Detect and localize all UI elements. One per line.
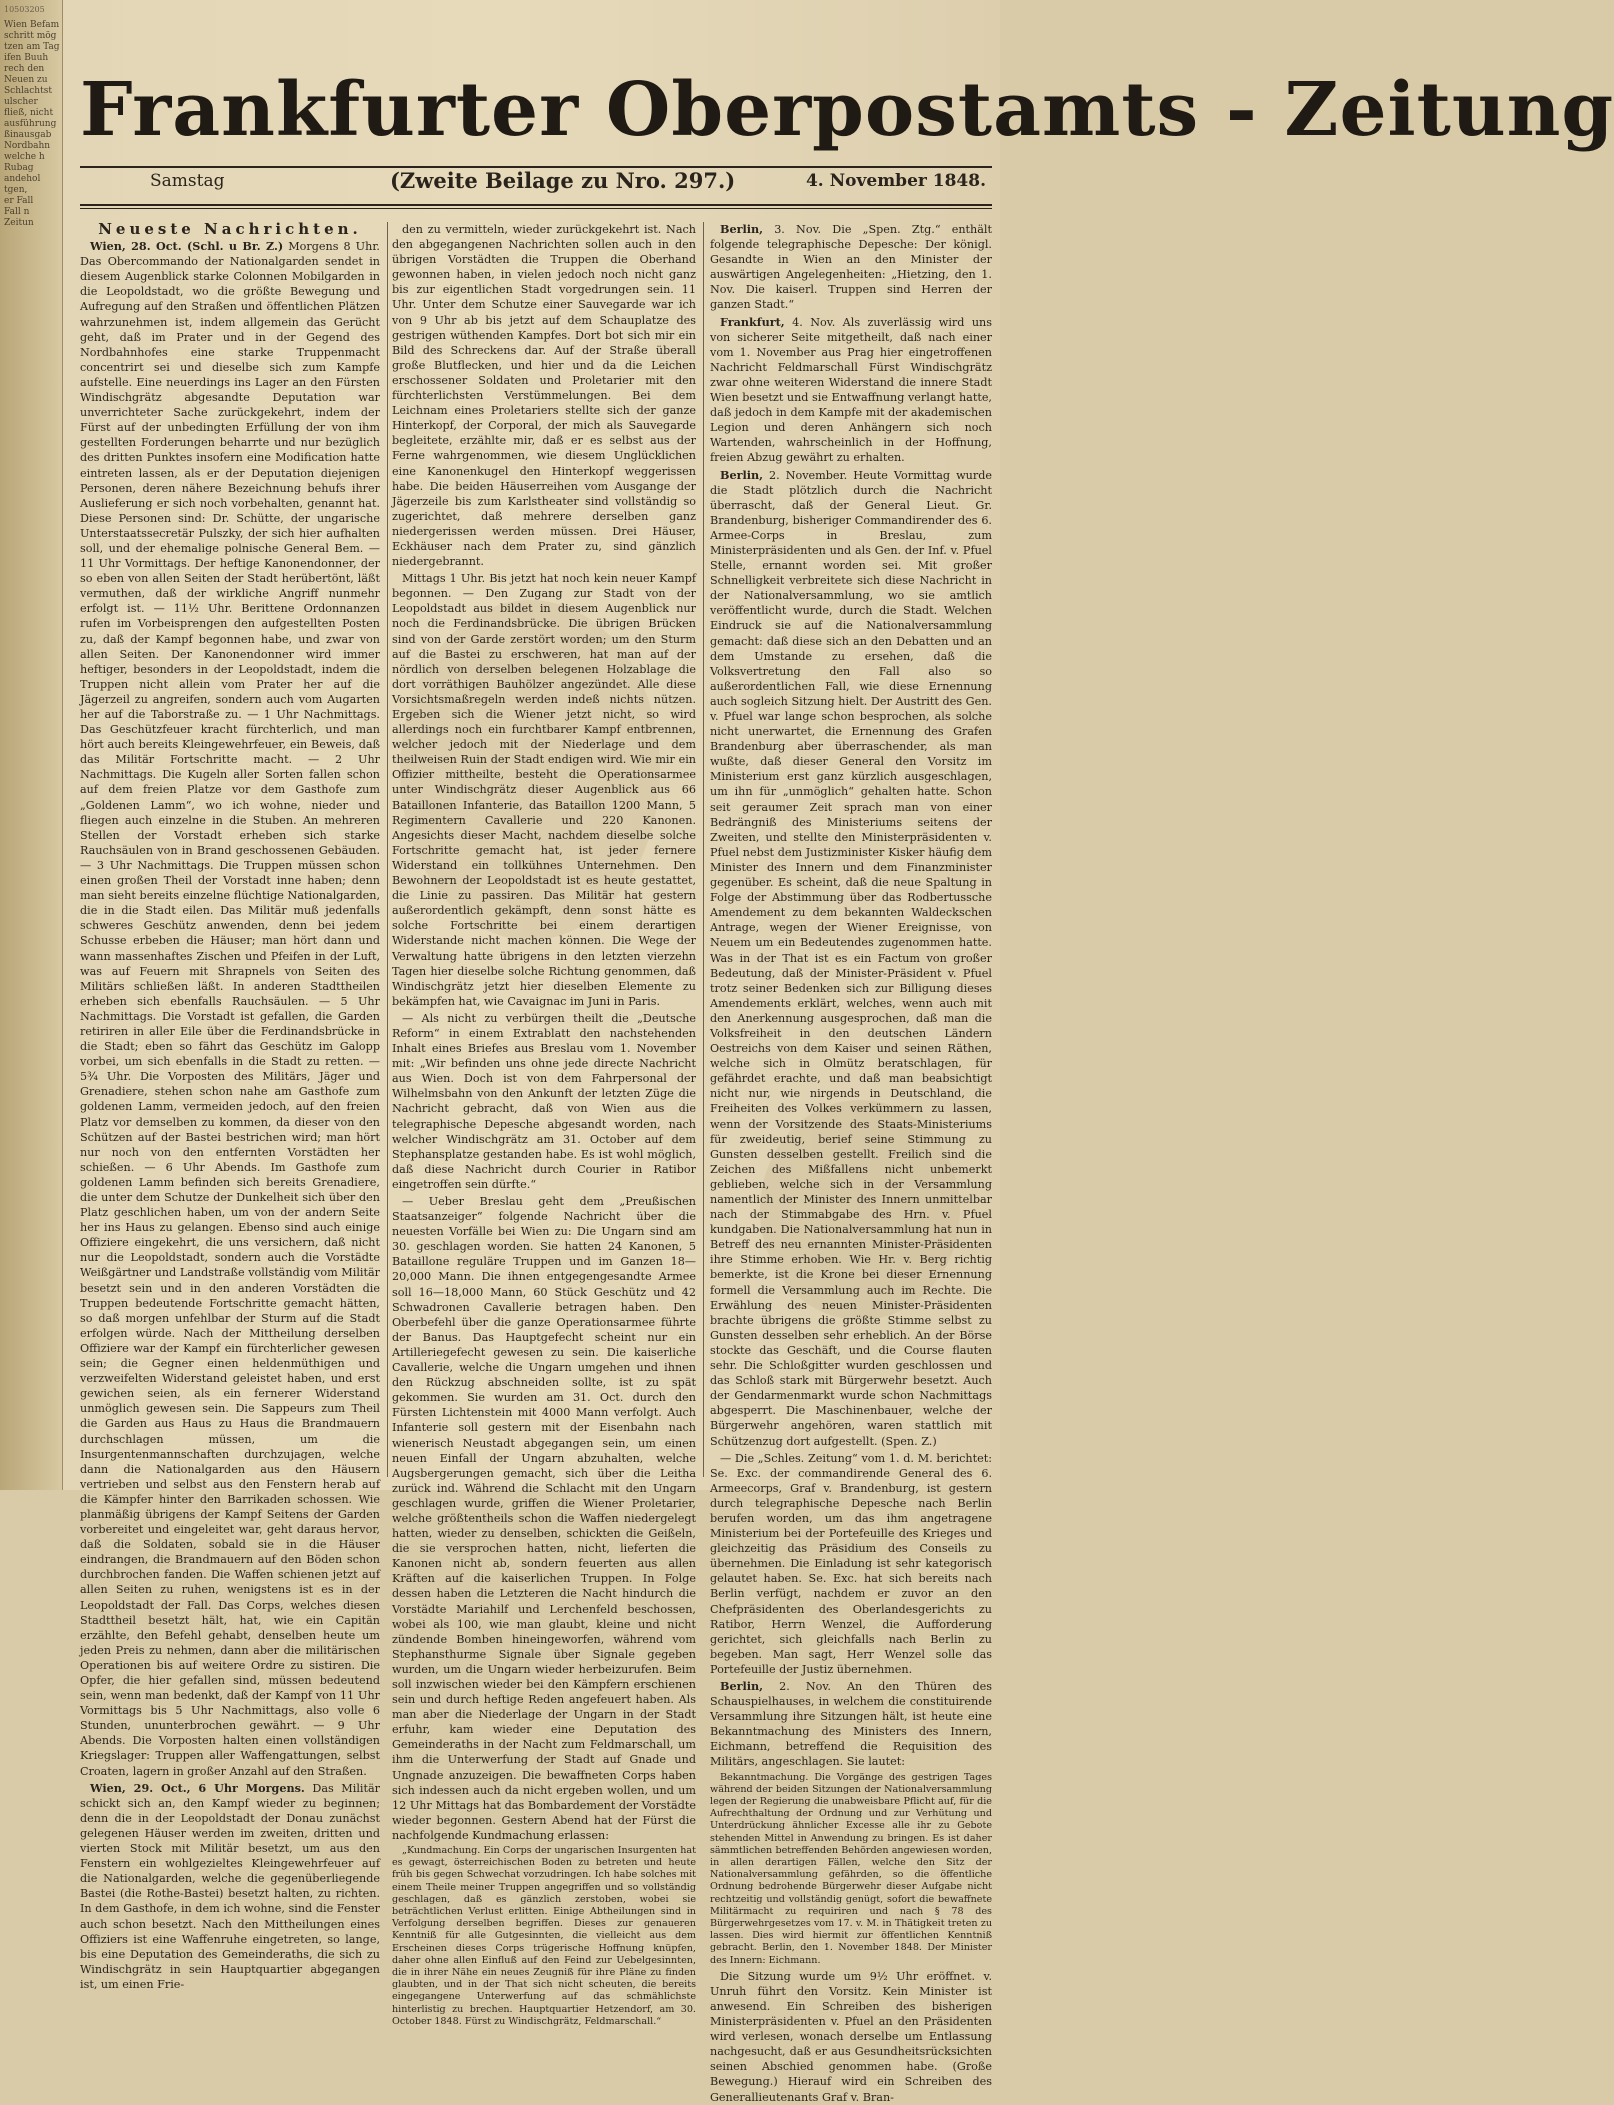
article-text: 2. Nov. An den Thüren des Schauspielhauses, in welchem die constituirende Versammlung ihre Sitzungen hält, ist heute eine Bekanntmachung des Ministers des Innern, Eichmann, betreffend die Requisition des Militärs, angeschlagen. Sie lautet: [710,1680,992,1769]
header-rule-bottom [80,208,992,209]
margin-fragment: Neuen zu [4,75,48,85]
article-text: 3. Nov. Die „Spen. Ztg.“ enthält folgende telegraphische Depesche: Der königl. Gesandte in Wien an den Minister der auswärtigen Angelegenheiten: „Hietzing, den 1. Nov. Die kaiserl. Truppen sind Herren der ganzen Stadt.“ [710,223,992,312]
column-1-articles [80,239,380,1992]
margin-fragment: Zeitun [4,218,34,228]
column-3 [710,222,992,2104]
article-paragraph [710,1451,992,1677]
margin-fragment: Nordbahn [4,141,51,151]
article-paragraph [710,315,992,466]
article-text: Die Sitzung wurde um 9½ Uhr eröffnet. v. Unruh führt den Vorsitz. Kein Minister ist anwesend. Ein Schreiben des bisherigen Ministerpräsidenten v. Pfuel an den Präsidenten wird verlesen, wonach derselbe um Entlassung nachgesucht, daß er aus Gesundheitsrücksichten seinen Abschied genommen habe. (Große Bewegung.) Hierauf wird ein Schreiben des Generallieutenants Graf v. Bran- [710,1969,992,2104]
section-title: Neueste Nachrichten. [98,220,362,238]
header-rule-top [80,204,992,206]
margin-fragment: rech den [4,64,45,74]
column-2 [392,222,696,2027]
article-paragraph [80,1781,380,1992]
margin-fragment: er Fall [4,196,34,206]
article-text: den zu vermitteln, wieder zurückgekehrt ist. Nach den abgegangenen Nachrichten sollen auch in den übrigen Vorstädten die Truppen die Oberhand gewonnen haben, in vielen jedoch noch nicht ganz bis zur eigentlichen Stadt vorgedrungen sein. 11 Uhr. Unter dem Schutze einer Sauvegarde war ich von 9 Uhr ab bis jetzt auf dem Schauplatze des gestrigen wüthenden Kampfes. Dort bot sich mir ein Bild des Schreckens dar. Auf der Straße überall große Blutflecken, und hier und da die Leichen erschossener Soldaten und Proletarier mit den fürchterlichsten Verstümmelungen. Bei dem Leichnam eines Proletariers stellte sich der ganze Hinterkopf, der Corporal, der mich als Sauvegarde begleitete, erzählte mir, daß er es selbst aus der Ferne wahrgenommen, wie diesem Unglücklichen eine Kanonenkugel den Hinterkopf weggerissen habe. Die beiden Häuserreihen vom Ausgange der Jägerzeile bis zum Karlstheater sind vollständig so zugerichtet, daß mehrere derselben ganz niedergerissen werden müssen. Drei Häuser, Eckhäuser nach dem Prater zu, sind gänzlich niedergebrannt. [392,223,696,569]
dateline: Wien, 28. Oct. (Schl. u Br. Z.) [90,239,284,254]
column-divider [387,222,388,1477]
margin-fragment: andehol [4,174,41,184]
issue-line [80,165,992,201]
archive-stamp: 10503205 [4,5,45,14]
column-divider [703,222,704,1477]
margin-fragment-list [0,0,62,229]
dateline: Berlin, [720,467,763,482]
article-text: — Als nicht zu verbürgen theilt die „Deutsche Reform“ in einem Extrablatt den nachstehenden Inhalt eines Briefes aus Breslau vom 1. November mit: „Wir befinden uns ohne jede directe Nachricht aus Wien. Doch ist von dem Fahrpersonal der Wilhelmsbahn von den Ankunft der letzten Züge die Nachricht gebracht, daß von Wien aus die telegraphische Depesche abgesandt worden, nach welcher Windischgrätz am 31. October auf dem Stephansplatze gestanden habe. Es ist wohl möglich, daß diese Nachricht durch Courier in Ratibor eingetroffen sein dürfte.“ [392,1011,696,1191]
dateline: Wien, 29. Oct., 6 Uhr Morgens. [90,1780,305,1795]
issue-date: 4. November 1848. [805,171,986,191]
margin-fragment: ulscher [4,97,38,107]
article-paragraph [392,571,696,1009]
margin-fragment: welche h [4,152,45,162]
article-paragraph [710,468,992,1449]
issue-number: (Zweite Beilage zu Nro. 297.) [390,168,736,193]
article-paragraph [80,239,380,1779]
article-text: — Ueber Breslau geht dem „Preußischen Staatsanzeiger“ folgende Nachricht über die neuesten Vorfälle bei Wien zu: Die Ungarn sind am 30. geschlagen worden. Sie hatten 24 Kanonen, 5 Bataillone reguläre Truppen und im Ganzen 18—20,000 Mann. Die ihnen entgegengesandte Armee soll 16—18,000 Mann, 60 Stück Geschütz und 42 Schwadronen Cavallerie betragen haben. Den Oberbefehl über die ganze Operationsarmee führte der Banus. Das Hauptgefecht scheint nur ein Artilleriegefecht gewesen zu sein. Die kaiserliche Cavallerie, welche die Ungarn umgehen und ihnen den Rückzug abschneiden sollte, ist zu spät gekommen. Sie wurden am 31. Oct. durch den Fürsten Lichtenstein mit 4000 Mann verfolgt. Auch Infanterie soll gestern mit der Eisenbahn nach wienerisch Neustadt abgegangen sein, um einen neuen Einfall der Ungarn abzuhalten, welche Augsbergerungen gemacht, sich über die Leitha zurück ind. Während die Schlacht mit den Ungarn geschlagen wurde, griffen die Wiener Proletarier, welche größtentheils schon die Waffen niedergelegt hatten, wieder zu denselben, schickten die Geißeln, die sie versprochen hatten, nicht, lieferten die Kanonen nicht ab, sondern feuerten aus allen Kräften auf die kaiserlichen Truppen. In Folge dessen haben die Letzteren die Nacht hindurch die Vorstädte Mariahilf und Lerchenfeld beschossen, wobei als 100, wie man glaubt, kleine und nicht zündende Bomben hineingeworfen, während vom Stephansthurme Signale über Signale gegeben wurden, um die Ungarn wieder herbeizurufen. Beim soll inzwischen wieder bei den Kämpfern erschienen sein und durch heftige Reden angefeuert haben. Als man aber die Niederlage der Ungarn in der Stadt erfuhr, kam wieder eine Deputation des Gemeinderaths in der Nacht zum Feldmarschall, um ihm die Unterwerfung der Stadt auf Gnade und Ungnade anzuzeigen. Die bewaffneten Corps haben sich indessen auch da nicht ergeben wollen, und um 12 Uhr Mittags hat das Bombardement der Vorstädte wieder begonnen. Gestern Abend hat der Fürst die nachfolgende Kundmachung erlassen: [392,1195,696,1842]
margin-fragment: Schlachtst [4,86,52,96]
article-paragraph [710,222,992,313]
article-text: Mittags 1 Uhr. Bis jetzt hat noch kein neuer Kampf begonnen. — Den Zugang zur Stadt von der Leopoldstadt aus bildet in diesem Augenblick nur noch die Ferdinandsbrücke. Die übrigen Brücken sind von der Garde zerstört worden; um den Sturm auf die Bastei zu erschweren, hat man auf der nördlich von derselben belegenen Holzablage die dort vorräthigen Bauhölzer angezündet. Alle diese Vorsichtsmaßregeln werden indeß nichts nützen. Ergeben sich die Wiener jetzt nicht, so wird allerdings noch ein furchtbarer Kampf entbrennen, welcher jedoch mit der Niederlage und dem theilweisen Ruin der Stadt endigen wird. Wie mir ein Offizier mittheilte, besteht die Operationsarmee unter Windischgrätz dieser Augenblick aus 66 Bataillonen Infanterie, das Bataillon 1200 Mann, 5 Regimentern Cavallerie und 220 Kanonen. Angesichts dieser Macht, nachdem dieselbe solche Fortschritte gemacht hat, ist jeder fernere Widerstand ein tollkühnes Unternehmen. Den Bewohnern der Leopoldstadt ist es heute gestattet, die Linie zu passiren. Das Militär hat gestern außerordentlich gekämpft, denn sonst hätte es solche Fortschritte bei einem derartigen Widerstande nicht machen können. Die Wege der Verwaltung hatte übrigens in den letzten vierzehn Tagen hier dieselbe solche Richtung genommen, daß Windischgrätz jetzt hier dieselben Elemente zu bekämpfen hat, wie Cavaignac im Juni in Paris. [392,572,696,1008]
margin-fragment: Fall n [4,207,30,217]
margin-fragment: ausführung [4,119,57,129]
article-text: Das Militär schickt sich an, den Kampf wieder zu beginnen; denn die in der Leopoldstadt der Donau zunächst gelegenen Häuser werden im zweiten, dritten und vierten Stock mit Militär besetzt, um aus den Fenstern ein wohlgezieltes Kleingewehrfeuer auf die Nationalgarden, welche die gegenüberliegende Bastei (die Rothe-Bastei) besetzt halten, zu richten. In dem Gasthofe, in dem ich wohne, sind die Fenster auch schon besetzt. Nach den Mittheilungen eines Offiziers ist eine Waffenruhe eingetreten, so lange, bis eine Deputation des Gemeinderaths, die sich zu Windischgrätz in sein Hauptquartier abgegangen ist, um einen Frie- [80,1781,380,1991]
article-text: 2. November. Heute Vormittag wurde die Stadt plötzlich durch die Nachricht überrascht, daß der General Lieut. Gr. Brandenburg, bisheriger Commandirender des 6. Armee-Corps in Breslau, zum Ministerpräsidenten und als Gen. der Inf. v. Pfuel Stelle, ernannt worden sei. Mit großer Schnelligkeit verbreitete sich diese Nachricht in der Nationalversammlung, wo sie amtlich veröffentlicht wurde, durch die Stadt. Welchen Eindruck sie auf die Nationalversammlung gemacht: daß diese sich an den Debatten und an dem Umstande zu ersehen, daß die Volksvertretung den Fall also so außerordentlichen Fall, wie diese Ernennung auch sogleich Sitzung hielt. Der Austritt des Gen. v. Pfuel war lange schon besprochen, als solche nicht unerwartet, die Ernennung des Grafen Brandenburg aber überraschender, als man wußte, daß dieser General den Vorsitz im Ministerium erst ganz kürzlich ausgeschlagen, um ihn für „unmöglich“ gehalten hatte. Schon seit geraumer Zeit sprach man von einer Bedrängniß des Ministeriums seitens der Zweiten, und stellte den Ministerpräsidenten v. Pfuel nebst dem Justizminister Kisker häufig dem Minister des Innern und dem Finanzminister gegenüber. Es scheint, daß die neue Spaltung in Folge der Abstimmung über das Rodbertussche Amendement zu dem bekannten Waldeckschen Antrage, wegen der Wiener Ereignisse, von Neuem um ein Bedeutendes zugenommen hatte. Was in der That ist es ein Factum von großer Bedeutung, daß der Minister-Präsident v. Pfuel trotz seiner Bedenken sich zur Billigung dieses Amendements erklärt, welches, wenn auch mit den Anerkennung ausgesprochen, daß man die Volksfreiheit in den deutschen Ländern Oestreichs von dem Kaiser und seinen Räthen, welche sich in Olmütz beratschlagen, für gefährdet erachte, und daß man beabsichtigt nicht nur, wie nirgends in Deutschland, die Freiheiten des Volkes verkümmern zu lassen, wenn der Vorsitzende des Staats-Ministeriums für zweideutig, berief seine Stimmung zu Gunsten desselben gestellt. Freilich sind die Zeichen des Mißfallens nicht unbemerkt geblieben, welche sich in der Versammlung namentlich der Minister des Innern unmittelbar nach der Stimmabgabe des Hrn. v. Pfuel kundgaben. Die Nationalversammlung hat nun in Betreff des neu ernannten Minister-Präsidenten ihre Stimme erhoben. Wie Hr. v. Berg richtig bemerkte, ist die Krone bei dieser Ernennung formell die Versammlung auch im Rechte. Die Erwählung des neuen Minister-Präsidenten brachte übrigens die größte Stimme selbst zu Gunsten desselben sehr erheblich. An der Börse stockte das Geschäft, und die Course flauten sehr. Die Schloßgitter wurden geschlossen und das Schloß stark mit Bürgerwehr besetzt. Auch der Gendarmenmarkt wurde schon Nachmittags abgesperrt. Die Maschinenbauer, welche der Bürgerwehr angehören, waren stattlich mit Schützenzug dort aufgestellt. (Spen. Z.) [710,468,992,1448]
column-1 [80,220,380,1991]
article-paragraph [710,1969,992,2105]
article-text: 4. Nov. Als zuverlässig wird uns von sicherer Seite mitgetheilt, daß nach einer vom 1. November aus Prag hier eingetroffenen Nachricht Feldmarschall Fürst Windischgrätz zwar ohne weiteren Widerstand die innere Stadt Wien besetzt und sie Entwaffnung verlangt hatte, daß jedoch in dem Kampfe mit der akademischen Legion und deren Anhängern sich noch Wartenden, wahrscheinlich in der Hoffnung, freien Abzug gewährt zu erhalten. [710,315,992,465]
article-paragraph [392,1845,696,2028]
dateline: Berlin, [720,1679,763,1693]
issue-day: Samstag [150,171,225,191]
margin-fragment: Wien Befam [4,20,60,30]
adjacent-page-margin [0,0,63,1490]
dateline: Frankfurt, [720,314,785,329]
margin-fragment: Rubag [4,163,34,173]
article-paragraph [710,1772,992,1967]
article-paragraph [392,222,696,569]
margin-fragment: schritt mög [4,31,57,41]
article-paragraph [392,1011,696,1192]
article-text: Bekanntmachung. Die Vorgänge des gestrigen Tages während der beiden Sitzungen der Nationalversammlung legen der Regierung die unabweisbare Pflicht auf, für die Aufrechthaltung der Ordnung und zur Verhütung und Unterdrückung ähnlicher Excesse alle ihr zu Gebote stehenden Mittel in Anwendung zu bringen. Es ist daher sämmtlichen betreffenden Behörden angewiesen worden, in allen derartigen Fällen, welche den Sitz der Nationalversammlung gefährden, so die öffentliche Ordnung bedrohende Bürgerwehr dieser Aufgabe nicht rechtzeitig und vollständig genügt, sofort die bewaffnete Militärmacht zu requiriren und nach § 78 des Bürgerwehrgesetzes vom 17. v. M. in Thätigkeit treten zu lassen. Dies wird hiermit zur öffentlichen Kenntniß gebracht. Berlin, den 1. November 1848. Der Minister des Innern: Eichmann. [710,1771,992,1966]
article-paragraph [392,1194,696,1843]
dateline: Berlin, [720,222,763,236]
article-text: „Kundmachung. Ein Corps der ungarischen Insurgenten hat es gewagt, österreichischen Boden zu betreten und heute früh bis gegen Schwechat vorzudringen. Ich habe solches mit einem Theile meiner Truppen angegriffen und so vollständig geschlagen, daß es gänzlich zerstoben, wobei sie beträchtlichen Verlust erlitten. Einige Abtheilungen sind in Verfolgung derselben begriffen. Dieses zur genaueren Kenntniß für alle Gutgesinnten, die vielleicht aus dem Erscheinen dieses Corps trügerische Hoffnung knüpfen, daher ohne allen Einfluß auf den Feind zur Uebelgesinnten, die in ihrer Nähe ein neues Zeugniß für ihre Pläne zu finden glaubten, und in der That sich nicht scheuten, die bereits eingegangene Unterwerfung auf das schmählichste hinterlistig zu brechen. Hauptquartier Hetzendorf, am 30. October 1848. Fürst zu Windischgrätz, Feldmarschall.“ [392,1845,696,2027]
margin-fragment: fließ, nicht [4,108,54,118]
newspaper-masthead: Frankfurter Oberpostamts - Zeitung [80,67,1614,153]
margin-fragment: ßinausgab [4,130,52,140]
article-text: Morgens 8 Uhr. Das Obercommando der Nationalgarden sendet in diesem Augenblick starke Colonnen Mobilgarden in die Leopoldstadt, wo die größte Bewegung und Aufregung auf den Straßen und öffentlichen Plätzen wahrzunehmen ist, indem allgemein das Gerücht geht, daß im Prater und in der Gegend des Nordbahnhofes eine starke Truppenmacht concentrirt sei und dieselbe sich zum Kampfe aufstelle. Eine neuerdings ins Lager an den Fürsten Windischgrätz abgesandte Deputation war unverrichteter Sache zurückgekehrt, indem der Fürst auf der unbedingten Erfüllung der von ihm gestellten Forderungen beharrte und nur bezüglich des dritten Punktes insofern eine Modification hatte eintreten lassen, als er der Deputation diejenigen Personen, deren nähere Bezeichnung behufs ihrer Auslieferung er sich noch vorbehalten, genannt hat. Diese Personen sind: Dr. Schütte, der ungarische Unterstaatssecretär Pulszky, der sich hier aufhalten soll, und der ehemalige polnische General Bem. — 11 Uhr Vormittags. Der heftige Kanonendonner, der so eben von allen Seiten der Stadt herübertönt, läßt vermuthen, daß der wirkliche Angriff nunmehr erfolgt ist. — 11½ Uhr. Berittene Ordonnanzen rufen im Vorbeisprengen den aufgestellten Posten zu, daß der Kampf begonnen habe, und zwar von allen Seiten. Der Kanonendonner wird immer heftiger, besonders in der Leopoldstadt, indem die Truppen nicht allein vom Prater her auf die Jägerzeil zu angreifen, sondern auch vom Augarten her auf die Taborstraße zu. — 1 Uhr Nachmittags. Das Geschützfeuer kracht fürchterlich, und man hört auch bereits Kleingewehrfeuer, ein Beweis, daß das Militär Fortschritte macht. — 2 Uhr Nachmittags. Die Kugeln aller Sorten fallen schon auf dem freien Platze vor dem Gasthofe zum „Goldenen Lamm“, wo ich wohne, nieder und fliegen auch einzelne in die Stuben. An mehreren Stellen der Vorstadt erheben sich starke Rauchsäulen von in Brand geschossenen Gebäuden. — 3 Uhr Nachmittags. Die Truppen müssen schon einen großen Theil der Vorstadt inne haben; denn man sieht bereits einzelne flüchtige Nationalgarden, die in die Stadt eilen. Das Militär muß jedenfalls schweres Geschütz anwenden, denn bei jedem Schusse erbeben die Häuser; man hört dann und wann massenhaftes Zischen und Pfeifen in der Luft, was auf Feuern mit Shrapnels von Seiten des Militärs schließen läßt. In anderen Stadttheilen erheben sich ebenfalls Rauchsäulen. — 5 Uhr Nachmittags. Die Vorstadt ist gefallen, die Garden retiriren in aller Eile über die Ferdinandsbrücke in die Stadt; eben so fährt das Geschütz im Galopp vorbei, um sich ebenfalls in die Stadt zu retten. — 5¾ Uhr. Die Vorposten des Militärs, Jäger und Grenadiere, stehen schon nahe am Gasthofe zum goldenen Lamm, vermeiden jedoch, auf den freien Platz vor demselben zu kommen, da dieser von den Schützen auf der Bastei bestrichen wird; man hört nur noch von den entfernten Vorstädten her schießen. — 6 Uhr Abends. Im Gasthofe zum goldenen Lamm befinden sich bereits Grenadiere, die unter dem Schutze der Dunkelheit sich über den Platz geschlichen haben, um von der andern Seite her ins Haus zu gelangen. Ebenso sind auch einige Offiziere eingekehrt, die uns versichern, daß nicht nur die Leopoldstadt, sondern auch die Vorstädte Weißgärtner und Landstraße vollständig vom Militär besetzt sein und in den anderen Vorstädten die Truppen bedeutende Fortschritte gemacht hätten, so daß morgen unfehlbar der Sturm auf die Stadt erfolgen würde. Nach der Mittheilung derselben Offiziere war der Kampf ein fürchterlicher gewesen sein; die Gegner einen heldenmüthigen und verzweifelten Widerstand geleistet haben, und erst gewichen seien, als ein fernerer Widerstand unmöglich gewesen sein. Die Sappeurs zum Theil die Garden aus Haus zu Haus die Brandmauern durchschlagen müssen, um die Insurgentenmannschaften durchzujagen, welche dann die Nationalgarden aus den Häusern vertrieben und selbst aus den Fenstern herab auf die Kämpfer hinter den Barrikaden schossen. Wie planmäßig übrigens der Kampf Seitens der Garden vorbereitet und eingeleitet war, geht daraus hervor, daß die Soldaten, sobald sie in die Häuser eindrangen, die Brandmauern auf den Böden schon durchbrochen fanden. Die Waffen schienen jetzt auf allen Seiten zu ruhen, wenigstens ist es in der Leopoldstadt der Fall. Das Corps, welches diesen Stadttheil besetzt hält, hat, wie ein Capitän erzählte, den Befehl gehabt, denselben heute um jeden Preis zu nehmen, dann aber die militärischen Operationen bis auf weitere Ordre zu sistiren. Die Opfer, die hier gefallen sind, müssen bedeutend sein, wenn man bedenkt, daß der Kampf von 11 Uhr Vormittags bis 5 Uhr Nachmittags, also volle 6 Stunden, ununterbrochen gewährt. — 9 Uhr Abends. Die Vorposten halten einen vollständigen Kriegslager: Truppen aller Waffengattungen, selbst Croaten, lagern in großer Anzahl auf den Straßen. [80,240,380,1778]
column-2-articles [392,222,696,2028]
column-3-articles [710,222,992,2105]
article-paragraph [710,1679,992,1770]
margin-fragment: tgen, [4,185,28,195]
article-text: — Die „Schles. Zeitung“ vom 1. d. M. berichtet: Se. Exc. der commandirende General des 6. Armeecorps, Graf v. Brandenburg, ist gestern durch telegraphische Depesche nach Berlin berufen worden, um das ihm angetragene Ministerium bei der Portefeuille des Krieges und gleichzeitig das Präsidium des Conseils zu übernehmen. Die Einladung ist sehr kategorisch gelautet haben. Se. Exc. hat sich bereits nach Berlin verfügt, nachdem er zuvor an den Chefpräsidenten des Oberlandesgerichts zu Ratibor, Herrn Wenzel, die Aufforderung gerichtet, sich gleichfalls nach Berlin zu begeben. Man sagt, Herr Wenzel solle das Portefeuille der Justiz übernehmen. [710,1451,992,1676]
margin-fragment: tzen am Tag [4,42,60,52]
margin-fragment: ifen Buuh [4,53,49,63]
